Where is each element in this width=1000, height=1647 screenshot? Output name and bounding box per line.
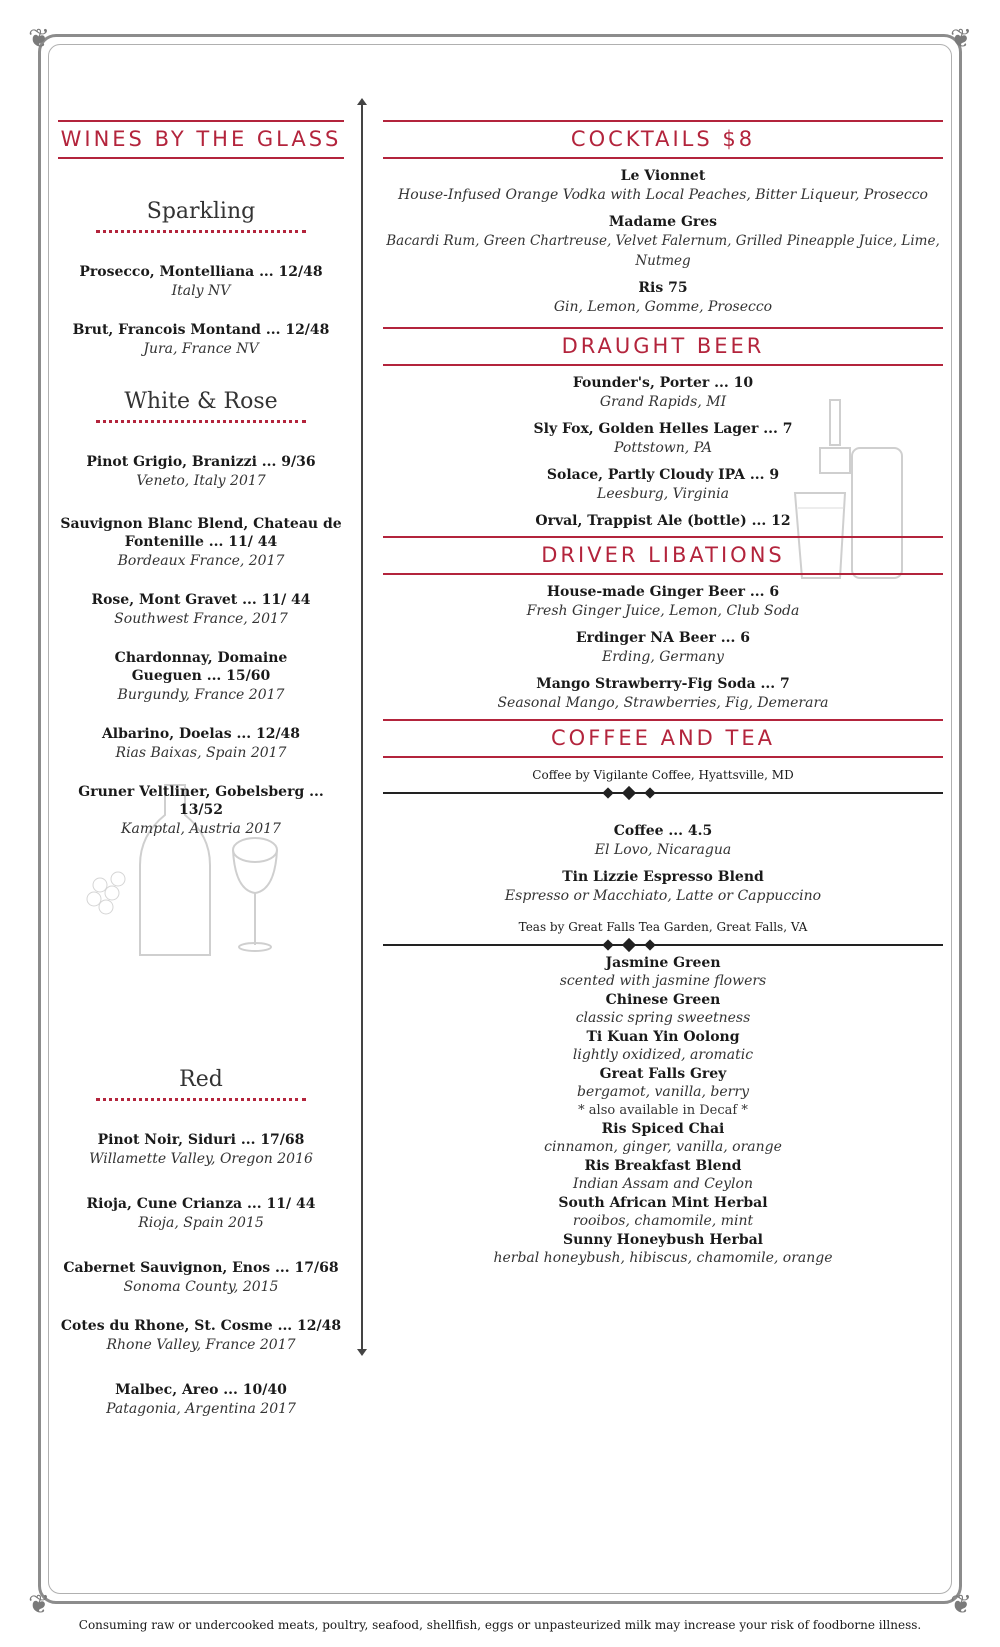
sparkling-title: Sparkling xyxy=(146,199,256,224)
decaf-note: * also available in Decaf * xyxy=(578,1103,748,1118)
beer-item: Sly Fox, Golden Helles Lager ... 7 Pottstown, PA xyxy=(533,421,793,456)
tea-item: Ris Breakfast Blend Indian Assam and Ceylon xyxy=(573,1158,753,1192)
floral-corner-icon: ❦ xyxy=(28,1590,50,1620)
dotted-rule xyxy=(96,420,306,423)
diamond-rule xyxy=(383,938,943,952)
tea-item: Jasmine Green scented with jasmine flowers xyxy=(559,955,767,989)
white-rose-title: White & Rose xyxy=(124,389,278,414)
wine-item: Chardonnay, Domaine Gueguen ... 15/60 Burgundy, France 2017 xyxy=(114,650,288,703)
dotted-rule xyxy=(96,230,306,233)
cocktail-item: Le Vionnet House-Infused Orange Vodka with Local Peaches, Bitter Liqueur, Prosecco xyxy=(398,168,928,203)
driver-item: Mango Strawberry-Fig Soda ... 7 Seasonal Mango, Strawberries, Fig, Demerara xyxy=(497,676,829,711)
tea-item: Chinese Green classic spring sweetness xyxy=(575,992,751,1026)
driver-item: Erdinger NA Beer ... 6 Erding, Germany xyxy=(576,630,750,665)
coffee-item: Tin Lizzie Espresso Blend Espresso or Macchiato, Latte or Cappuccino xyxy=(504,869,822,904)
tea-item: Ris Spiced Chai cinnamon, ginger, vanilla, orange xyxy=(544,1121,782,1155)
wine-item: Pinot Grigio, Branizzi ... 9/36 Veneto, Italy 2017 xyxy=(86,454,316,489)
foodborne-illness-disclaimer: Consuming raw or undercooked meats, poultry, seafood, shellfish, eggs or unpasteurized milk may increase your risk of foodborne illness. xyxy=(78,1618,922,1632)
wine-item: Cotes du Rhone, St. Cosme ... 12/48 Rhone Valley, France 2017 xyxy=(60,1318,342,1353)
beer-item: Solace, Partly Cloudy IPA ... 9 Leesburg, Virginia xyxy=(546,467,780,502)
coffee-header: COFFEE AND TEA xyxy=(383,719,943,758)
diamond-rule xyxy=(383,786,943,800)
cocktail-item: Ris 75 Gin, Lemon, Gomme, Prosecco xyxy=(553,280,773,315)
dotted-rule xyxy=(96,1098,306,1101)
tea-item: Ti Kuan Yin Oolong lightly oxidized, aromatic xyxy=(572,1029,754,1063)
drinks-column xyxy=(383,120,943,1268)
wine-item: Rose, Mont Gravet ... 11/ 44 Southwest France, 2017 xyxy=(91,592,311,627)
driver-item: House-made Ginger Beer ... 6 Fresh Ginger Juice, Lemon, Club Soda xyxy=(526,584,800,619)
tea-item: Great Falls Grey bergamot, vanilla, berry xyxy=(577,1066,749,1100)
wine-item: Prosecco, Montelliana ... 12/48 Italy NV xyxy=(79,264,323,299)
tea-note: Teas by Great Falls Tea Garden, Great Falls, VA xyxy=(518,920,808,934)
beer-header: DRAUGHT BEER xyxy=(383,327,943,366)
wine-item: Brut, Francois Montand ... 12/48 Jura, France NV xyxy=(72,322,330,357)
floral-corner-icon: ❦ xyxy=(950,24,972,54)
floral-corner-icon: ❦ xyxy=(28,24,50,54)
wine-item: Sauvignon Blanc Blend, Chateau de Fontenille ... 11/ 44 Bordeaux France, 2017 xyxy=(60,516,342,569)
floral-corner-icon: ❦ xyxy=(950,1590,972,1620)
cocktail-item: Madame Gres Bacardi Rum, Green Chartreuse, Velvet Falernum, Grilled Pineapple Juice, Lime, Nutmeg xyxy=(386,214,940,269)
wine-item: Albarino, Doelas ... 12/48 Rias Baixas, Spain 2017 xyxy=(101,726,301,761)
tea-item: South African Mint Herbal rooibos, chamomile, mint xyxy=(558,1195,768,1229)
column-divider xyxy=(361,104,363,1350)
cocktails-header: COCKTAILS $8 xyxy=(383,120,943,159)
wines-header: WINES BY THE GLASS xyxy=(58,120,344,159)
coffee-item: Coffee ... 4.5 El Lovo, Nicaragua xyxy=(594,823,732,858)
coffee-note: Coffee by Vigilante Coffee, Hyattsville, MD xyxy=(532,768,794,782)
beer-item: Orval, Trappist Ale (bottle) ... 12 xyxy=(535,513,791,529)
wine-item: Gruner Veltliner, Gobelsberg ... 13/52 Kamptal, Austria 2017 xyxy=(78,784,324,837)
tea-item: Sunny Honeybush Herbal herbal honeybush, hibiscus, chamomile, orange xyxy=(493,1232,833,1266)
wine-item: Malbec, Areo ... 10/40 Patagonia, Argentina 2017 xyxy=(106,1382,296,1417)
red-title: Red xyxy=(179,1067,223,1092)
wines-column xyxy=(58,120,344,1439)
wine-item: Rioja, Cune Crianza ... 11/ 44 Rioja, Spain 2015 xyxy=(86,1196,316,1231)
wine-item: Pinot Noir, Siduri ... 17/68 Willamette Valley, Oregon 2016 xyxy=(89,1132,313,1167)
driver-header: DRIVER LIBATIONS xyxy=(383,536,943,575)
wine-item: Cabernet Sauvignon, Enos ... 17/68 Sonoma County, 2015 xyxy=(63,1260,339,1295)
beer-item: Founder's, Porter ... 10 Grand Rapids, MI xyxy=(572,375,754,410)
